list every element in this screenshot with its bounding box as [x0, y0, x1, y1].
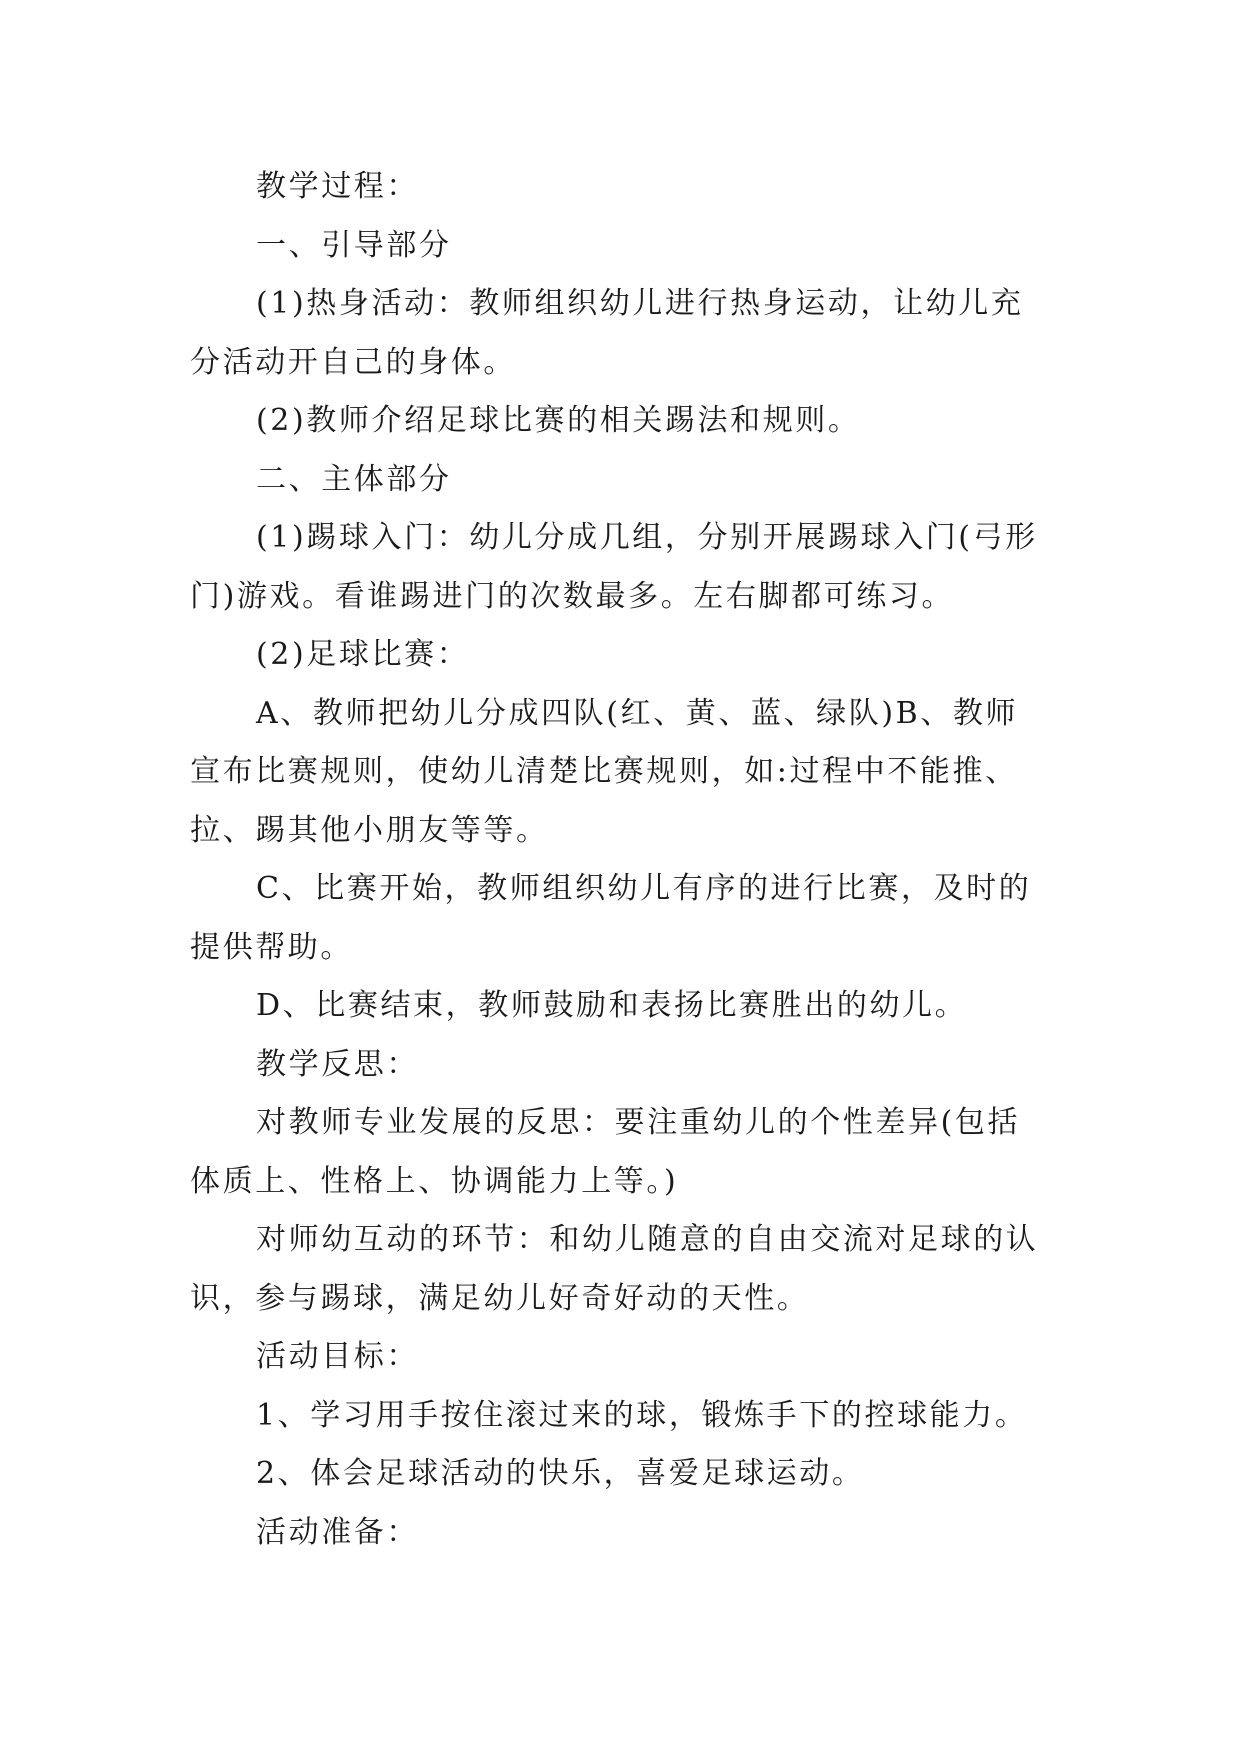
paragraph-match-start: C、比赛开始，教师组织幼儿有序的进行比赛，及时的提供帮助。: [190, 871, 1032, 965]
paragraph-rules-intro: (2)教师介绍足球比赛的相关踢法和规则。: [256, 403, 861, 438]
goal-item-2: 2、体会足球活动的快乐，喜爱足球运动。: [256, 1456, 865, 1491]
section-main-heading: 二、主体部分: [256, 461, 452, 497]
goal-item-1: 1、学习用手按住滚过来的球，锻炼手下的控球能力。: [256, 1397, 1028, 1433]
paragraph-teacher-reflection: 对教师专业发展的反思：要注重幼儿的个性差异(包括体质上、性格上、协调能力上等。): [190, 1105, 1021, 1199]
heading-activity-goals: 活动目标：: [256, 1339, 419, 1374]
paragraph-teams-rules: A、教师把幼儿分成四队(红、黄、蓝、绿队)B、教师宣布比赛规则，使幼儿清楚比赛规则，如:过程中不能推、拉、踢其他小朋友等等。: [190, 695, 1019, 848]
paragraph-warmup: (1)热身活动：教师组织幼儿进行热身运动，让幼儿充分活动开自己的身体。: [190, 286, 1024, 380]
heading-teaching-process: 教学过程：: [256, 169, 419, 204]
heading-activity-preparation: 活动准备：: [256, 1514, 419, 1550]
document-body: [190, 158, 1050, 1562]
section-intro-heading: 一、引导部分: [256, 227, 452, 263]
paragraph-interaction-reflection: 对师幼互动的环节：和幼儿随意的自由交流对足球的认识，参与踢球，满足幼儿好奇好动的天性。: [190, 1222, 1039, 1316]
paragraph-kick-entry: (1)踢球入门：幼儿分成几组，分别开展踢球入门(弓形门)游戏。看谁踢进门的次数最多。左右脚都可练习。: [190, 520, 1038, 614]
heading-teaching-reflection: 教学反思：: [256, 1046, 419, 1082]
paragraph-match-heading: (2)足球比赛：: [256, 637, 470, 672]
paragraph-match-end: D、比赛结束，教师鼓励和表扬比赛胜出的幼儿。: [256, 988, 968, 1023]
